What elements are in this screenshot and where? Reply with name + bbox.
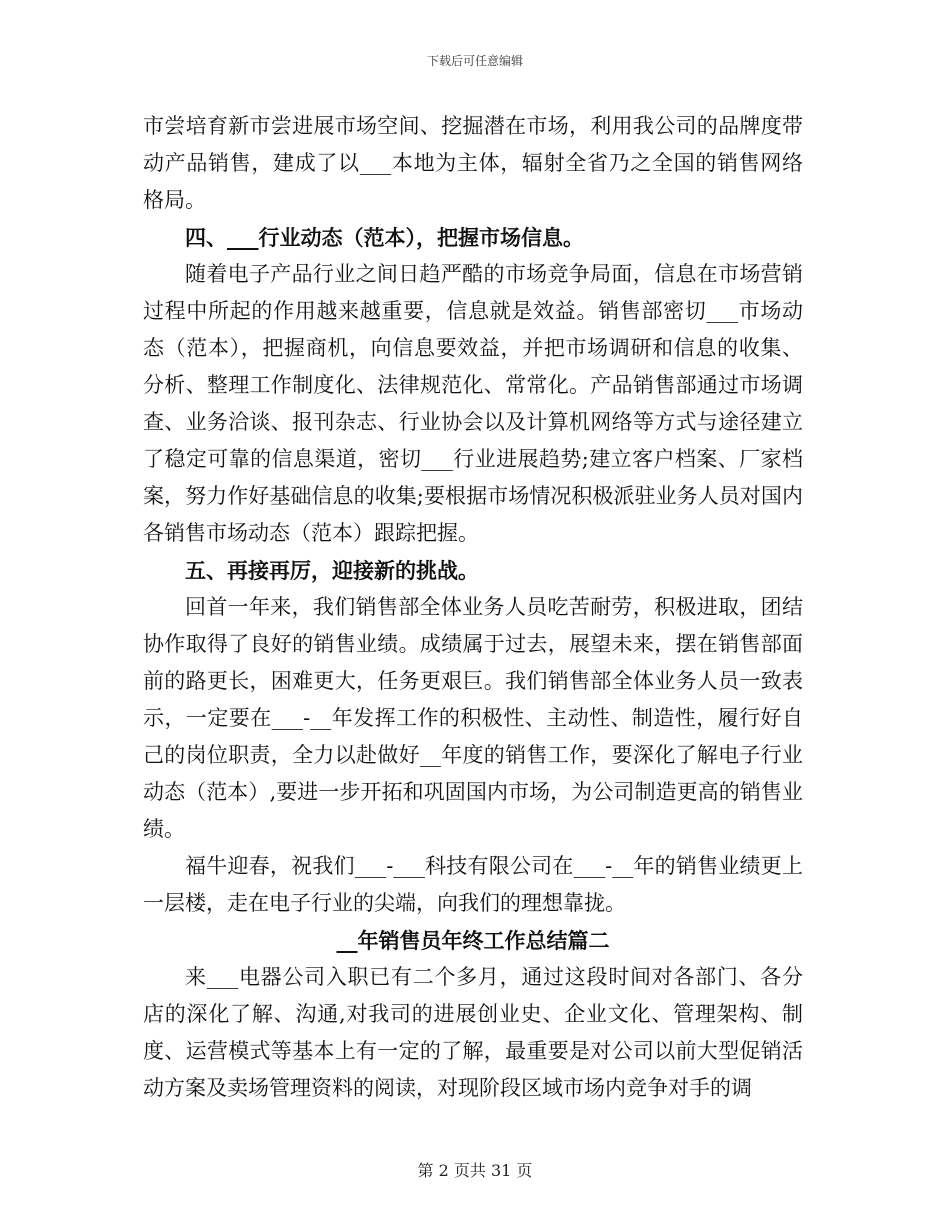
paragraph-onboarding: 来___电器公司入职已有二个多月，通过这段时间对各部门、各分店的深化了解、沟通,对我司的进展创业史、企业文化、管理架构、制度、运营模式等基本上有一定的了解，最重要是对公司以前大型促销活动方案及卖场管理资料的阅读，对现阶段区域市场内竞争对手的调: [143, 965, 803, 1100]
section-heading-five: 五、再接再厉，迎接新的挑战。: [185, 558, 479, 583]
paragraph-market-network: 市尝培育新市尝进展市场空间、挖掘潜在市场，利用我公司的品牌度带动产品销售，建成了以___本地为主体，辐射全省乃之全国的销售网络格局。: [143, 114, 803, 212]
paragraph-new-year-wish: 福牛迎春，祝我们___-___科技有限公司在___-__年的销售业绩更上一层楼，走在电子行业的尖端，向我们的理想靠拢。: [143, 854, 803, 915]
page-header: 下载后可任意编辑: [426, 54, 523, 68]
document-body: [143, 108, 803, 1107]
section-heading-four: 四、___行业动态（范本），把握市场信息。: [185, 225, 584, 250]
paragraph-market-info: 随着电子产品行业之间日趋严酷的市场竞争局面，信息在市场营销过程中所起的作用越来越重要，信息就是效益。销售部密切___市场动态（范本），把握商机，向信息要效益，并把市场调研和信息的收集、分析、整理工作制度化、法律规范化、常常化。产品销售部通过市场调查、业务洽谈、报刊杂志、行业协会以及计算机网络等方式与途径建立了稳定可靠的信息渠道，密切___行业进展趋势;建立客户档案、厂家档案，努力作好基础信息的收集;要根据市场情况积极派驻业务人员对国内各销售市场动态（范本）跟踪把握。: [143, 262, 803, 545]
article-title-part-two: __年销售员年终工作总结篇二: [336, 928, 610, 953]
paragraph-review: 回首一年来，我们销售部全体业务人员吃苦耐劳，积极进取，团结协作取得了良好的销售业绩。成绩属于过去，展望未来，摆在销售部面前的路更长，困难更大，任务更艰巨。我们销售部全体业务人员一致表示，一定要在___-__年发挥工作的积极性、主动性、制造性，履行好自己的岗位职责，全力以赴做好__年度的销售工作，要深化了解电子行业动态（范本）,要进一步开拓和巩固国内市场，为公司制造更高的销售业绩。: [143, 595, 803, 841]
page-footer: 第 2 页共 31 页: [417, 1161, 533, 1180]
